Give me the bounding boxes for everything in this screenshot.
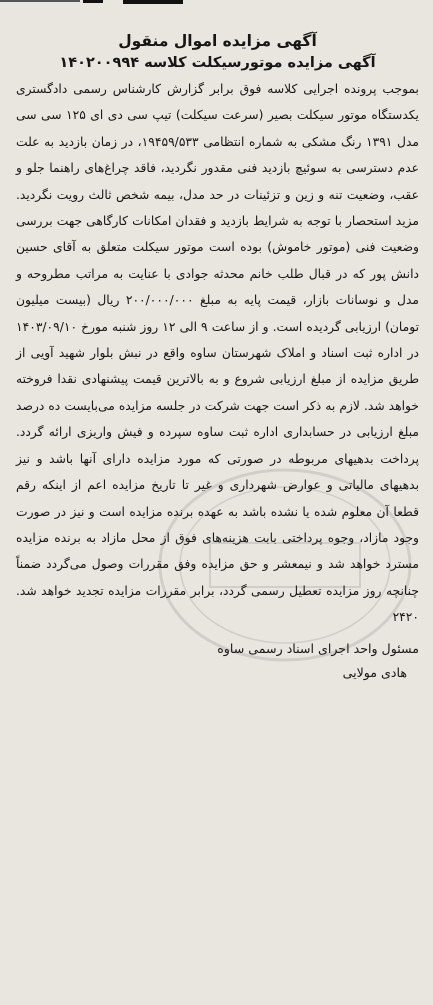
signature-name: هادی مولایی <box>342 664 407 680</box>
notice-subtitle: آگهی مزایده موتورسیکلت کلاسه ۱۴۰۲۰۰۹۹۴ <box>59 55 376 71</box>
top-rule <box>0 0 433 6</box>
notice-title: آگهی مزایده اموال منقول <box>118 32 317 50</box>
signature-title: مسئول واحد اجرای اسناد رسمی ساوه <box>217 640 419 656</box>
signature-block <box>16 637 419 685</box>
notice-body: بموجب پرونده اجرایی کلاسه فوق برابر گزارش کارشناس رسمی دادگستری یکدستگاه موتور سیکلت بصیر (سرعت سیکلت) تیپ سی دی ای ۱۲۵ سی سی مدل ۱۳۹۱ رنگ مشکی به شماره انتظامی ۱۹۴۵۹/۵۳۳، در زمان بازدید به علت عدم دسترسی به سوئیچ بازدید فنی مقدور نگردید، فاقد چراغ‌های راهنما جلو و عقب، وضعیت تنه و زین و تزئینات در حد مدل، بیمه شخص ثالث رویت نگردید. مزید استحصار با توجه به شرایط بازدید و فقدان امکانات کارگاهی جهت بررسی وضعیت فنی (موتور خاموش) بوده است موتور سیکلت متعلق به آقای حسین دانش پور که در قبال طلب خانم محدثه جوادی با عنایت به مراتب مطروحه و مدل و نوسانات بازار، قیمت پایه به مبلغ ۲۰۰/۰۰۰/۰۰۰ ریال (بیست میلیون تومان) ارزیابی گردیده است. و از ساعت ۹ الی ۱۲ روز شنبه مورخ ۱۴۰۳/۰۹/۱۰ در اداره ثبت اسناد و املاک شهرستان ساوه واقع در نبش بلوار شهید آویی از طریق مزایده از مبلغ ارزیابی شروع و به بالاترین قیمت پیشنهادی نقدا فروخته خواهد شد. لازم به ذکر است جهت شرکت در جلسه مزایده می‌بایست ده درصد مبلغ ارزیابی در حسابداری اداره ثبت ساوه سپرده و فیش واریزی ارائه گردد. پرداخت بدهیهای مربوطه در صورتی که مورد مزایده دارای آنها باشد و نیز بدهیهای مالیاتی و عوارض شهرداری و غیر تا تاریخ مزایده اعم از اینکه رقم قطعا آن معلوم شده یا نشده باشد به عهده برنده مزایده است و نیز در صورت وجود مازاد، وجوه پرداختی بابت هزینه‌های فوق از محل مازاد به برنده مزایده مسترد خواهد شد و نیمعشر و حق مزایده وفق مقررات وصول می‌گردد ضمناً چنانچه روز مزایده تعطیل رسمی گردد، برابر مقررات مزایده تجدید خواهد شد. ۲۴۲۰ <box>16 82 420 625</box>
